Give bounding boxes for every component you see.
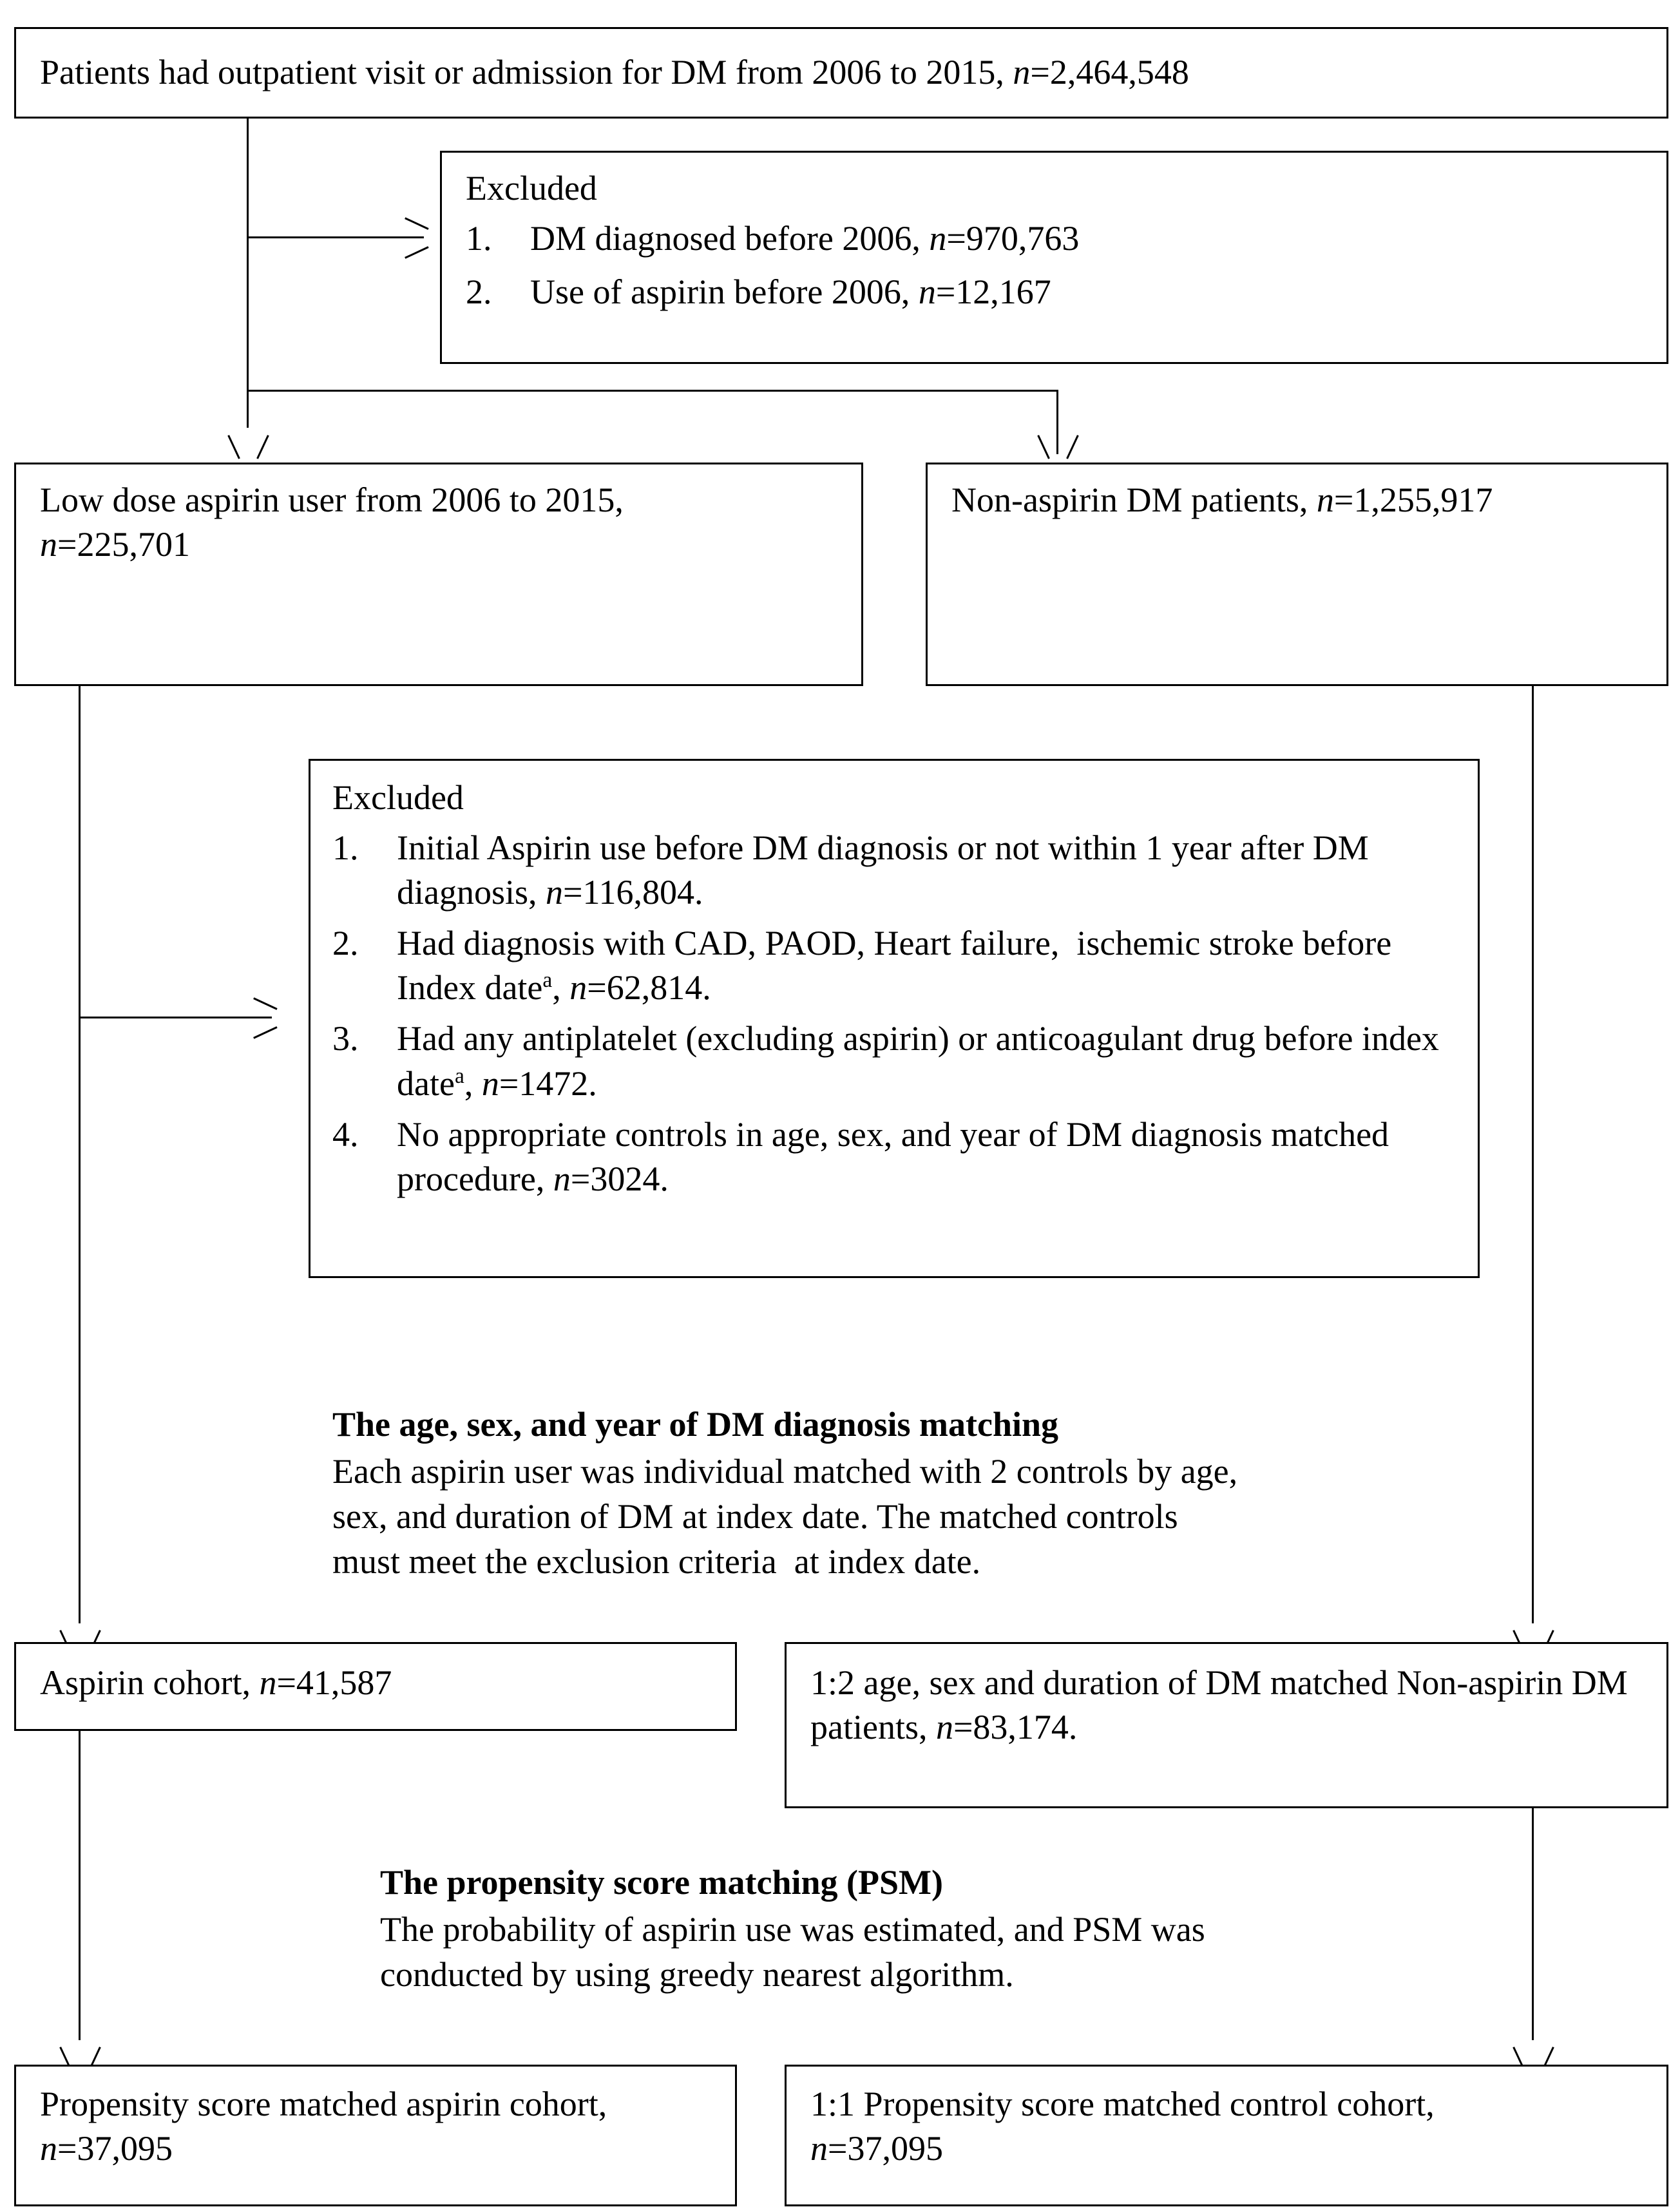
excluded-box-2-item-3 <box>332 1017 1466 1105</box>
excluded-box-2-item-2-mid: , <box>552 968 570 1008</box>
non-aspirin-text <box>951 478 1654 522</box>
excluded-box-1-item-2-before: Use of aspirin before 2006, <box>530 272 919 312</box>
psm-control-count: =37,095 <box>828 2129 943 2168</box>
excluded-box-2-list <box>332 826 1466 1201</box>
excluded-box-1-item-2-count: =12,167 <box>935 272 1051 312</box>
aspirin-user-n-symbol: n <box>40 525 57 564</box>
connector-nonaspirin-spine <box>1532 686 1534 1623</box>
non-aspirin-label: Non-aspirin DM patients, <box>951 481 1317 519</box>
excluded-box-2-item-3-before: Had any antiplatelet (excluding aspirin) or anticoagulant drug before index date <box>397 1019 1448 1103</box>
psm-control-text <box>810 2082 1648 2171</box>
excluded-box-1-item-2-text <box>530 270 1645 314</box>
excluded-box-2-item-4-n-symbol: n <box>553 1159 571 1198</box>
arrowhead-to-psm-aspirin <box>68 2045 90 2067</box>
connector-source-stem <box>247 119 249 428</box>
psm-control-label: 1:1 Propensity score matched control cohort, <box>810 2085 1435 2123</box>
excluded-box-2-item-3-text <box>397 1017 1466 1105</box>
arrowhead-to-excluded-2 <box>251 1006 273 1028</box>
arrowhead-to-nonaspirin-box <box>1046 433 1068 455</box>
matching-note-heading: The age, sex, and year of DM diagnosis matching <box>332 1405 1059 1444</box>
excluded-box-2-item-1 <box>332 826 1466 915</box>
excluded-box-2-item-4-before: No appropriate controls in age, sex, and year of DM diagnosis matched procedure, <box>397 1114 1398 1198</box>
psm-note-body: The probability of aspirin use was estimated, and PSM was conducted by using greedy nearest algorithm. <box>380 1910 1214 1994</box>
excluded-box-1-item-1-count: =970,763 <box>946 219 1080 258</box>
psm-aspirin-label: Propensity score matched aspirin cohort, <box>40 2085 607 2123</box>
excluded-box-2-item-1-n-symbol: n <box>546 873 564 912</box>
excluded-box-2-item-4-count: =3024. <box>570 1159 669 1198</box>
excluded-box-2-item-2-footnote-marker: a <box>542 968 553 993</box>
arrowhead-to-aspirin-user-box <box>236 433 258 455</box>
excluded-box-2-item-3-footnote-marker: a <box>454 1064 464 1088</box>
connector-split-horizontal <box>247 390 1058 392</box>
aspirin-user-count: =225,701 <box>57 525 190 564</box>
excluded-box-2-item-1-before: Initial Aspirin use before DM diagnosis or not within 1 year after DM diagnosis, <box>397 828 1378 912</box>
matching-note-body: Each aspirin user was individual matched with 2 controls by age, sex, and duration of DM at index date. The matched controls must meet the exclusion criteria at index date. <box>332 1452 1246 1581</box>
excluded-box-1-item-2-n-symbol: n <box>918 272 936 312</box>
aspirin-cohort-text <box>40 1661 723 1705</box>
excluded-box-2-item-3-n-symbol: n <box>481 1064 499 1103</box>
source-population-label-before: Patients had outpatient visit or admission for DM from 2006 to 2015, <box>40 53 1013 91</box>
excluded-box-2-item-2-n-symbol: n <box>569 968 587 1008</box>
excluded-box-2-item-3-number: 3. <box>332 1019 359 1058</box>
source-population-count: =2,464,548 <box>1030 53 1189 91</box>
excluded-box-2-heading: Excluded <box>332 778 464 817</box>
aspirin-user-text <box>40 478 845 567</box>
excluded-box-1-item-2 <box>466 270 1645 314</box>
psm-control-n-symbol: n <box>810 2129 828 2168</box>
source-population-text <box>40 50 1637 95</box>
excluded-box-2-item-2-before: Had diagnosis with CAD, PAOD, Heart failure, ischemic stroke before Index date <box>397 924 1400 1008</box>
excluded-box-2-item-1-count: =116,804. <box>563 873 703 912</box>
excluded-box-2-item-1-number: 1. <box>332 828 359 867</box>
aspirin-cohort-count: =41,587 <box>276 1663 392 1702</box>
arrowhead-to-excluded-1 <box>403 226 425 248</box>
excluded-box-2-item-2-count: =62,814. <box>587 968 711 1008</box>
excluded-box-2-item-3-mid: , <box>464 1064 482 1103</box>
matched-control-count: =83,174. <box>953 1708 1078 1747</box>
excluded-box-2-item-4 <box>332 1113 1466 1201</box>
excluded-box-2-item-4-text <box>397 1113 1466 1201</box>
excluded-box-2-item-4-number: 4. <box>332 1114 359 1154</box>
excluded-box-2-item-3-count: =1472. <box>499 1064 597 1103</box>
matched-control-text <box>810 1661 1648 1750</box>
excluded-box-1-item-1-text <box>530 216 1645 261</box>
excluded-box-2-item-1-text <box>397 826 1466 915</box>
excluded-box-1-item-2-number: 2. <box>466 272 492 312</box>
arrowhead-to-psm-control <box>1522 2045 1543 2067</box>
psm-note-heading: The propensity score matching (PSM) <box>380 1863 943 1902</box>
connector-to-excluded-1 <box>247 236 424 238</box>
aspirin-cohort-n-symbol: n <box>259 1663 277 1702</box>
matched-control-label: 1:2 age, sex and duration of DM matched Non-aspirin DM patients, <box>810 1663 1637 1747</box>
matched-control-n-symbol: n <box>935 1708 953 1747</box>
psm-aspirin-count: =37,095 <box>57 2129 173 2168</box>
non-aspirin-count: =1,255,917 <box>1333 481 1493 519</box>
non-aspirin-n-symbol: n <box>1316 481 1334 519</box>
connector-to-excluded-2 <box>79 1017 272 1018</box>
excluded-box-2-item-2-number: 2. <box>332 924 359 963</box>
aspirin-cohort-label: Aspirin cohort, <box>40 1663 260 1702</box>
excluded-box-1-heading: Excluded <box>466 169 597 207</box>
connector-control-to-psm <box>1532 1808 1534 2040</box>
source-population-n-symbol: n <box>1013 53 1031 91</box>
psm-aspirin-n-symbol: n <box>40 2129 57 2168</box>
psm-aspirin-text <box>40 2082 723 2171</box>
excluded-box-2-item-2 <box>332 921 1466 1010</box>
excluded-box-1-item-1-number: 1. <box>466 219 492 258</box>
connector-aspirin-to-psm <box>79 1731 81 2040</box>
excluded-box-1-item-1-before: DM diagnosed before 2006, <box>530 219 930 258</box>
excluded-box-1-item-1 <box>466 216 1645 261</box>
connector-aspirin-spine <box>79 686 81 1623</box>
excluded-box-1-list <box>466 216 1645 314</box>
excluded-box-1-item-1-n-symbol: n <box>929 219 947 258</box>
aspirin-user-label: Low dose aspirin user from 2006 to 2015, <box>40 481 624 519</box>
excluded-box-2-item-2-text <box>397 921 1466 1010</box>
